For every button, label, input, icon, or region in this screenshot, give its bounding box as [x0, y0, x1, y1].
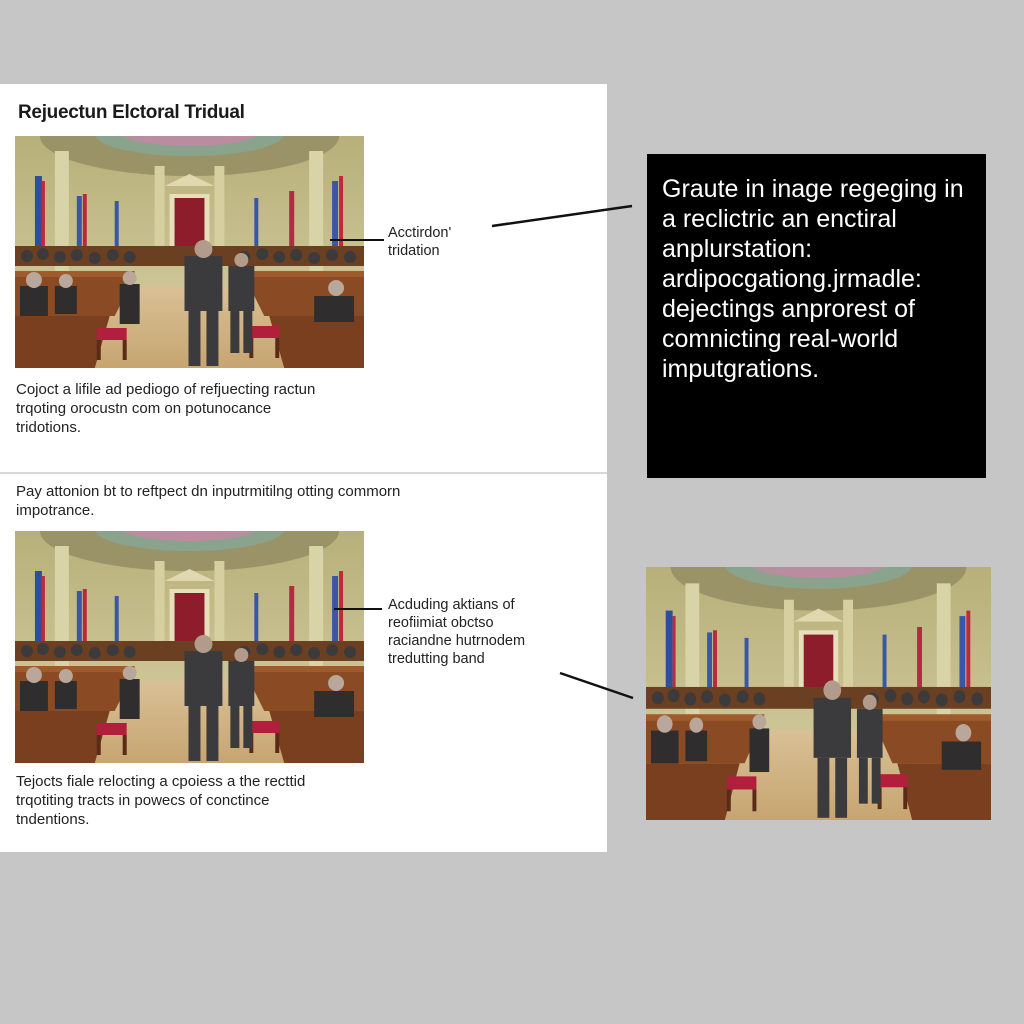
intro-line: Pay attonion bt to reftpect dn inputrmitilng otting commorn	[16, 483, 401, 500]
callout-line: Acctirdon'	[388, 225, 452, 241]
black-box-line: a reclictric an enctiral	[662, 205, 897, 233]
black-box-line: imputgrations.	[662, 355, 820, 383]
black-box-line: dejectings anprorest of	[662, 295, 915, 323]
callout-line: reofiimiat obctso	[388, 615, 494, 631]
callout-middle	[388, 596, 525, 668]
caption-line: trqotiting tracts in powecs of conctince	[16, 792, 270, 809]
page-title: Rejuectun Elctoral Tridual	[18, 102, 245, 123]
callout-line: tredutting band	[388, 651, 485, 667]
caption-line: tridotions.	[16, 419, 82, 436]
black-box-text	[662, 174, 982, 384]
callout-line: raciandne hutrnodem	[388, 633, 526, 649]
courtroom-photo-top	[15, 136, 364, 368]
caption-line: Cojoct a lifile ad pediogo of refjuecting ractun	[16, 381, 316, 398]
callout-top	[388, 224, 451, 260]
caption-line: trqoting orocustn com on potunocance	[16, 400, 272, 417]
courtroom-illustration	[15, 136, 364, 368]
black-box-line: ardipocgationg.jrmadle:	[662, 265, 922, 293]
section-divider	[0, 472, 607, 474]
callout-line: tridation	[388, 243, 440, 259]
callout-line: Acduding aktians of	[388, 597, 515, 613]
courtroom-photo-right	[646, 567, 991, 820]
courtroom-illustration	[646, 567, 991, 820]
caption-line: Tejocts fiale relocting a cpoiess a the recttid	[16, 773, 306, 790]
black-box-line: anplurstation:	[662, 235, 813, 263]
black-box-line: Graute in inage regeging in	[662, 175, 964, 203]
black-box-line: comnicting real-world	[662, 325, 899, 353]
intro-line: impotrance.	[16, 502, 95, 519]
caption-top	[16, 380, 315, 437]
caption-middle	[16, 772, 305, 829]
courtroom-photo-middle	[15, 531, 364, 763]
section-intro	[16, 482, 400, 520]
caption-line: tndentions.	[16, 811, 90, 828]
courtroom-illustration	[15, 531, 364, 763]
